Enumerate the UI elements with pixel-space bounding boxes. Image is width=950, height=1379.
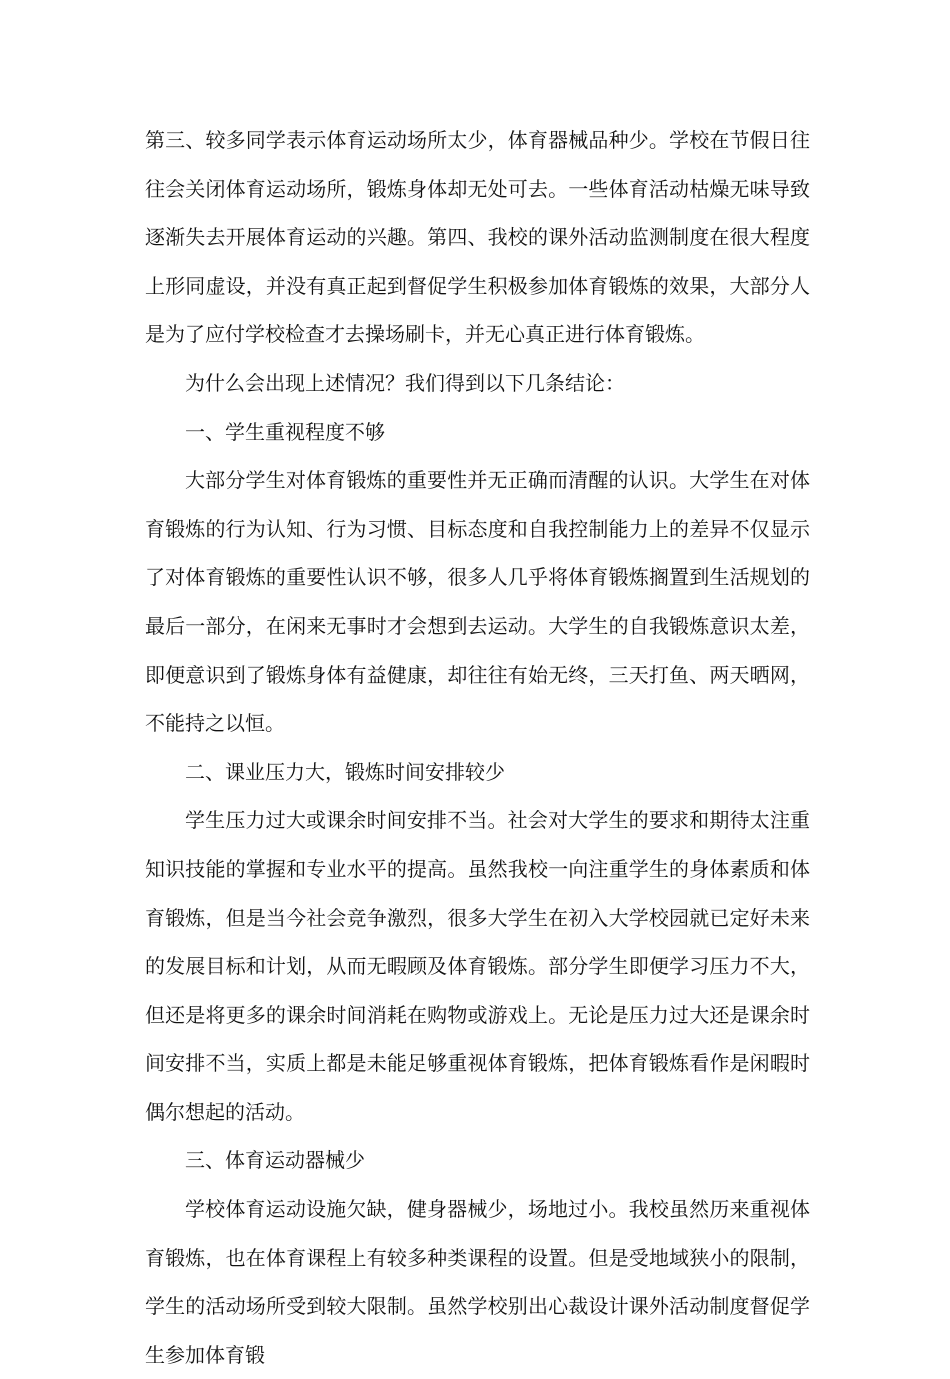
heading-equipment-shortage: 三、体育运动器械少 [185, 1148, 365, 1173]
document-body [145, 116, 810, 1379]
paragraph-question: 为什么会出现上述情况？我们得到以下几条结论： [185, 370, 625, 395]
heading-study-pressure: 二、课业压力大，锻炼时间安排较少 [185, 759, 505, 784]
paragraph-equipment-shortage: 学校体育运动设施欠缺，健身器械少，场地过小。我校虽然历来重视体育锻炼，也在体育课程上有较多种类课程的设置。但是受地域狭小的限制，学生的活动场所受到较大限制。虽然学校别出心裁设计课外活动制度督促学生参加体育锻 [145, 1197, 810, 1367]
paragraph-student-attention: 大部分学生对体育锻炼的重要性并无正确而清醒的认识。大学生在对体育锻炼的行为认知、行为习惯、目标态度和自我控制能力上的差异不仅显示了对体育锻炼的重要性认识不够，很多人几乎将体育锻炼搁置到生活规划的最后一部分，在闲来无事时才会想到去运动。大学生的自我锻炼意识太差，即便意识到了锻炼身体有益健康，却往往有始无终，三天打鱼、两天晒网，不能持之以恒。 [145, 468, 810, 736]
paragraph-study-pressure: 学生压力过大或课余时间安排不当。社会对大学生的要求和期待太注重知识技能的掌握和专业水平的提高。虽然我校一向注重学生的身体素质和体育锻炼，但是当今社会竞争激烈，很多大学生在初入大学校园就已定好未来的发展目标和计划，从而无暇顾及体育锻炼。部分学生即便学习压力不大，但还是将更多的课余时间消耗在购物或游戏上。无论是压力过大还是课余时间安排不当，实质上都是未能足够重视体育锻炼，把体育锻炼看作是闲暇时偶尔想起的活动。 [145, 808, 810, 1124]
heading-student-attention: 一、学生重视程度不够 [185, 419, 385, 444]
paragraph-facilities-and-monitoring: 第三、较多同学表示体育运动场所太少，体育器械品种少。学校在节假日往往会关闭体育运动场所，锻炼身体却无处可去。一些体育活动枯燥无味导致逐渐失去开展体育运动的兴趣。第四、我校的课外活动监测制度在很大程度上形同虚设，并没有真正起到督促学生积极参加体育锻炼的效果，大部分人是为了应付学校检查才去操场刷卡，并无心真正进行体育锻炼。 [145, 128, 810, 347]
